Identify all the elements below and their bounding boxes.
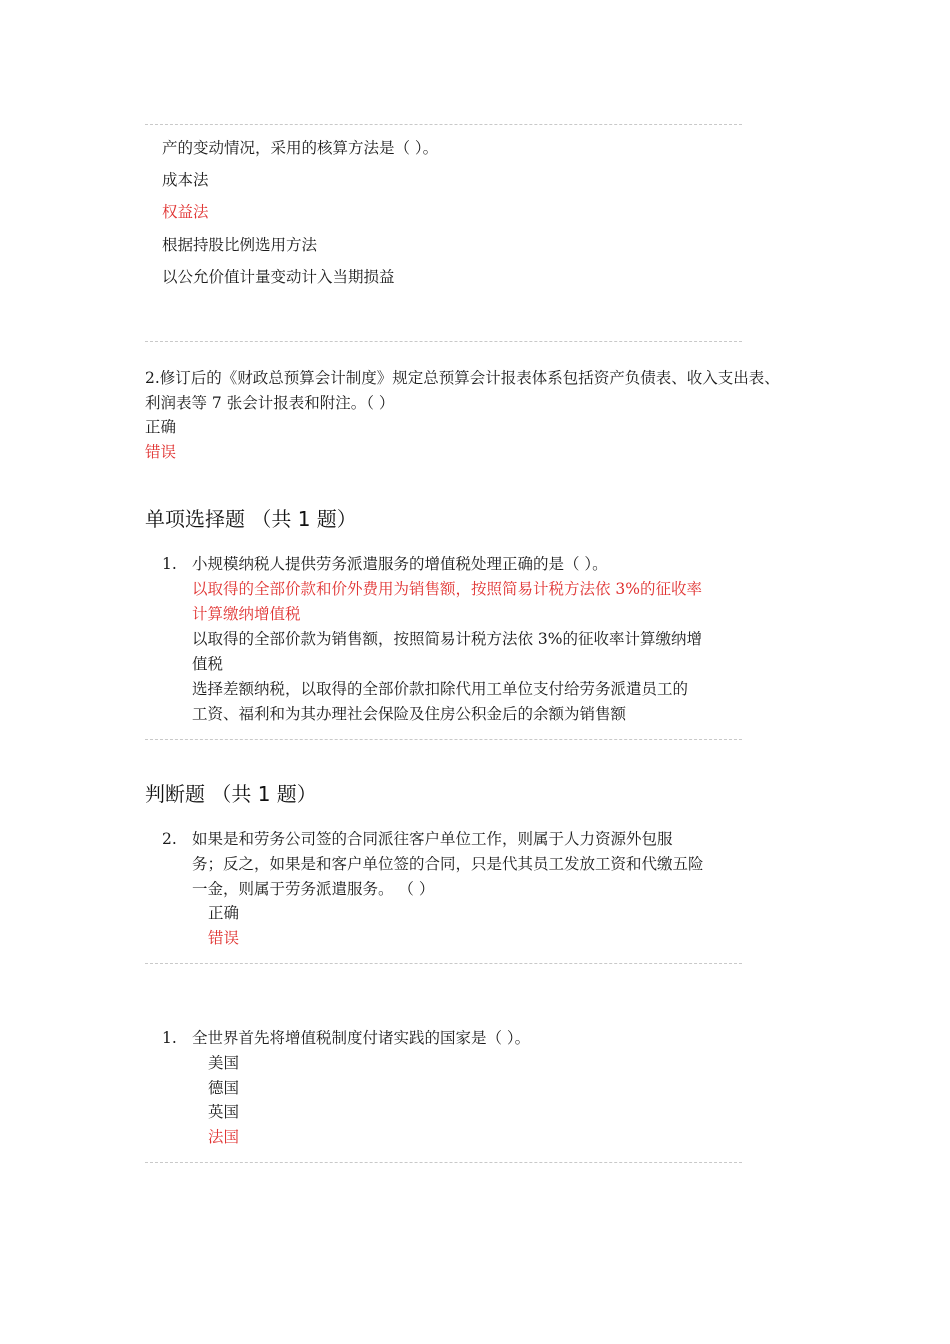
question-text: 小规模纳税人提供劳务派遣服务的增值税处理正确的是（ ）。 — [192, 555, 608, 573]
option-false-correct[interactable]: 错误 — [208, 929, 240, 947]
question-text: 产的变动情况，采用的核算方法是（ ）。 — [162, 139, 439, 157]
divider — [145, 963, 742, 964]
option-c-line2[interactable]: 工资、福利和为其办理社会保险及住房公积金后的余额为销售额 — [192, 705, 627, 723]
divider — [145, 739, 742, 740]
question-text: 全世界首先将增值税制度付诸实践的国家是（ ）。 — [192, 1029, 531, 1047]
option-false-correct[interactable]: 错误 — [145, 443, 177, 461]
divider — [145, 1162, 742, 1163]
option-true[interactable]: 正确 — [145, 418, 177, 436]
option-b-line2[interactable]: 值税 — [192, 655, 224, 673]
option-c[interactable]: 根据持股比例选用方法 — [162, 236, 318, 254]
option-b[interactable]: 德国 — [208, 1079, 240, 1097]
question-number: 1. — [162, 555, 177, 573]
section-heading-true-false: 判断题 （共 1 题） — [145, 782, 317, 806]
divider — [145, 124, 742, 125]
option-a-correct-line2[interactable]: 计算缴纳增值税 — [192, 605, 301, 623]
option-d[interactable]: 以公允价值计量变动计入当期损益 — [162, 268, 395, 286]
question-text-line1: 2.修订后的《财政总预算会计制度》规定总预算会计报表体系包括资产负债表、收入支出表、 — [145, 369, 780, 387]
question-text-line2: 利润表等 7 张会计报表和附注。（ ） — [145, 394, 395, 412]
question-text-line1: 如果是和劳务公司签的合同派往客户单位工作，则属于人力资源外包服 — [192, 830, 673, 848]
section-heading-single-choice: 单项选择题 （共 1 题） — [145, 507, 357, 531]
option-a[interactable]: 美国 — [208, 1054, 240, 1072]
option-a-correct-line1[interactable]: 以取得的全部价款和价外费用为销售额，按照简易计税方法依 3%的征收率 — [192, 580, 703, 598]
divider — [145, 341, 742, 342]
option-true[interactable]: 正确 — [208, 904, 240, 922]
question-text-line3: 一金，则属于劳务派遣服务。 （ ） — [192, 880, 435, 898]
question-text-line2: 务；反之，如果是和客户单位签的合同，只是代其员工发放工资和代缴五险 — [192, 855, 704, 873]
option-b-correct[interactable]: 权益法 — [162, 203, 209, 221]
option-b-line1[interactable]: 以取得的全部价款为销售额，按照简易计税方法依 3%的征收率计算缴纳增 — [192, 630, 703, 648]
option-d-correct[interactable]: 法国 — [208, 1128, 240, 1146]
option-c-line1[interactable]: 选择差额纳税，以取得的全部价款扣除代用工单位支付给劳务派遣员工的 — [192, 680, 689, 698]
option-c[interactable]: 英国 — [208, 1103, 240, 1121]
question-number: 2. — [162, 830, 177, 848]
question-number: 1. — [162, 1029, 177, 1047]
option-a[interactable]: 成本法 — [162, 171, 209, 189]
